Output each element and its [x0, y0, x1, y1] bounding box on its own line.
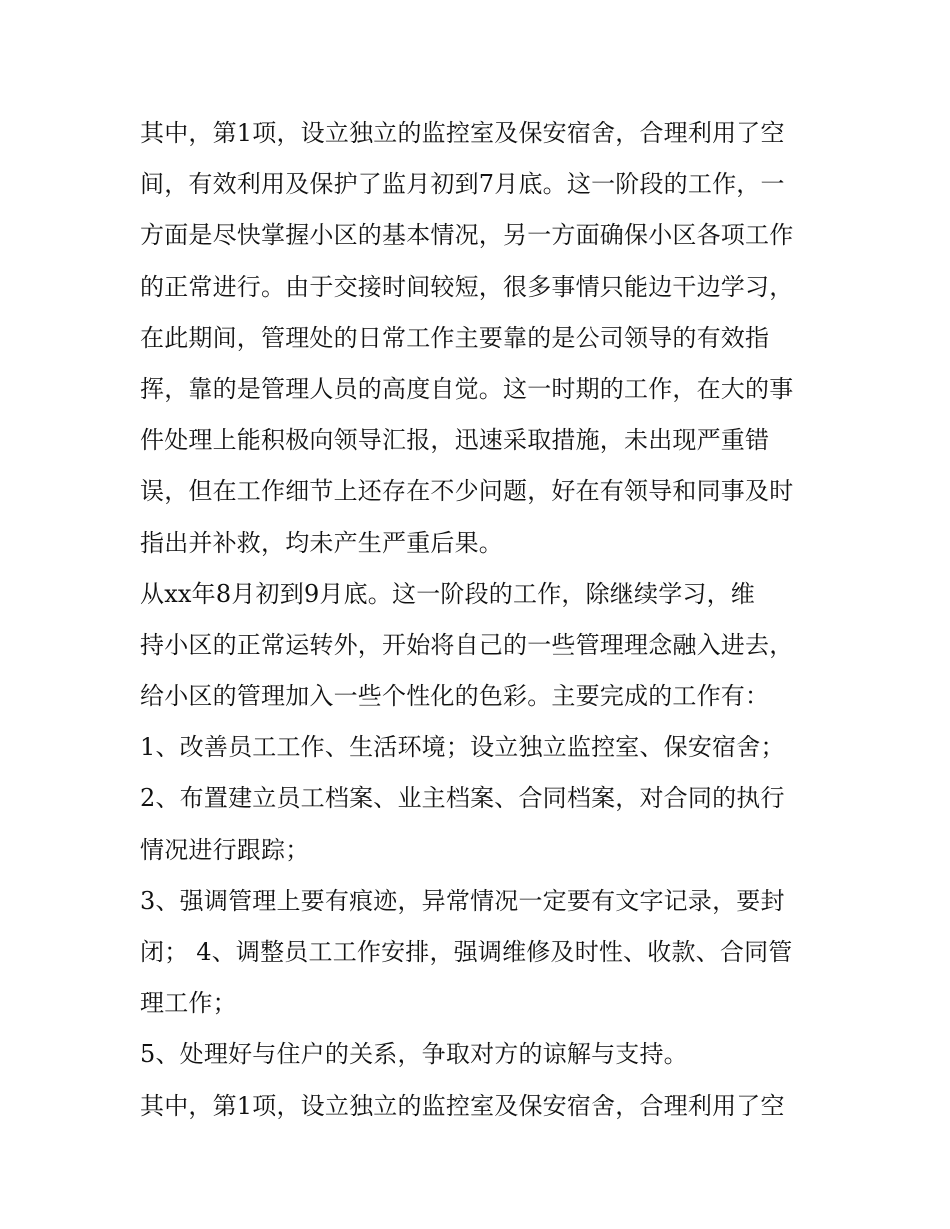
list-item-line: 情况进行跟踪； — [140, 835, 310, 864]
list-item-line: 闭； 4、调整员工工作安排，强调维修及时性、收款、合同管 — [140, 938, 793, 966]
text-line: 在此期间，管理处的日常工作主要靠的是公司领导的有效指 — [140, 323, 770, 352]
text-line: 从xx年8月初到9月底。这一阶段的工作，除继续学习，维 — [140, 579, 756, 608]
text-line: 挥，靠的是管理人员的高度自觉。这一时期的工作，在大的事 — [140, 374, 794, 403]
list-item-line: 3、强调管理上要有痕迹，异常情况一定要有文字记录，要封 — [140, 886, 785, 915]
document-body — [140, 108, 820, 1132]
text-line: 其中，第1项，设立独立的监控室及保安宿舍，合理利用了空 — [140, 1091, 785, 1120]
list-item-line: 2、布置建立员工档案、业主档案、合同档案，对合同的执行 — [140, 784, 785, 813]
text-line: 间，有效利用及保护了监月初到7月底。这一阶段的工作，一 — [140, 170, 785, 199]
text-line: 误，但在工作细节上还存在不少问题，好在有领导和同事及时 — [140, 477, 794, 506]
list-item-line: 5、处理好与住户的关系，争取对方的谅解与支持。 — [140, 1040, 688, 1069]
text-line: 其中，第1项，设立独立的监控室及保安宿舍，合理利用了空 — [140, 119, 785, 147]
text-line: 指出并补救，均未产生严重后果。 — [140, 528, 503, 557]
list-item-line: 1、改善员工工作、生活环境；设立独立监控室、保安宿舍； — [140, 733, 785, 762]
text-line: 方面是尽快掌握小区的基本情况，另一方面确保小区各项工作 — [140, 221, 794, 250]
text-line: 给小区的管理加入一些个性化的色彩。主要完成的工作有： — [140, 682, 770, 711]
text-line: 件处理上能积极向领导汇报，迅速采取措施，未出现严重错 — [140, 426, 770, 455]
text-line: 的正常进行。由于交接时间较短，很多事情只能边干边学习， — [140, 272, 794, 301]
list-item-line: 理工作； — [140, 989, 237, 1018]
text-line: 持小区的正常运转外，开始将自己的一些管理理念融入进去， — [140, 630, 794, 659]
